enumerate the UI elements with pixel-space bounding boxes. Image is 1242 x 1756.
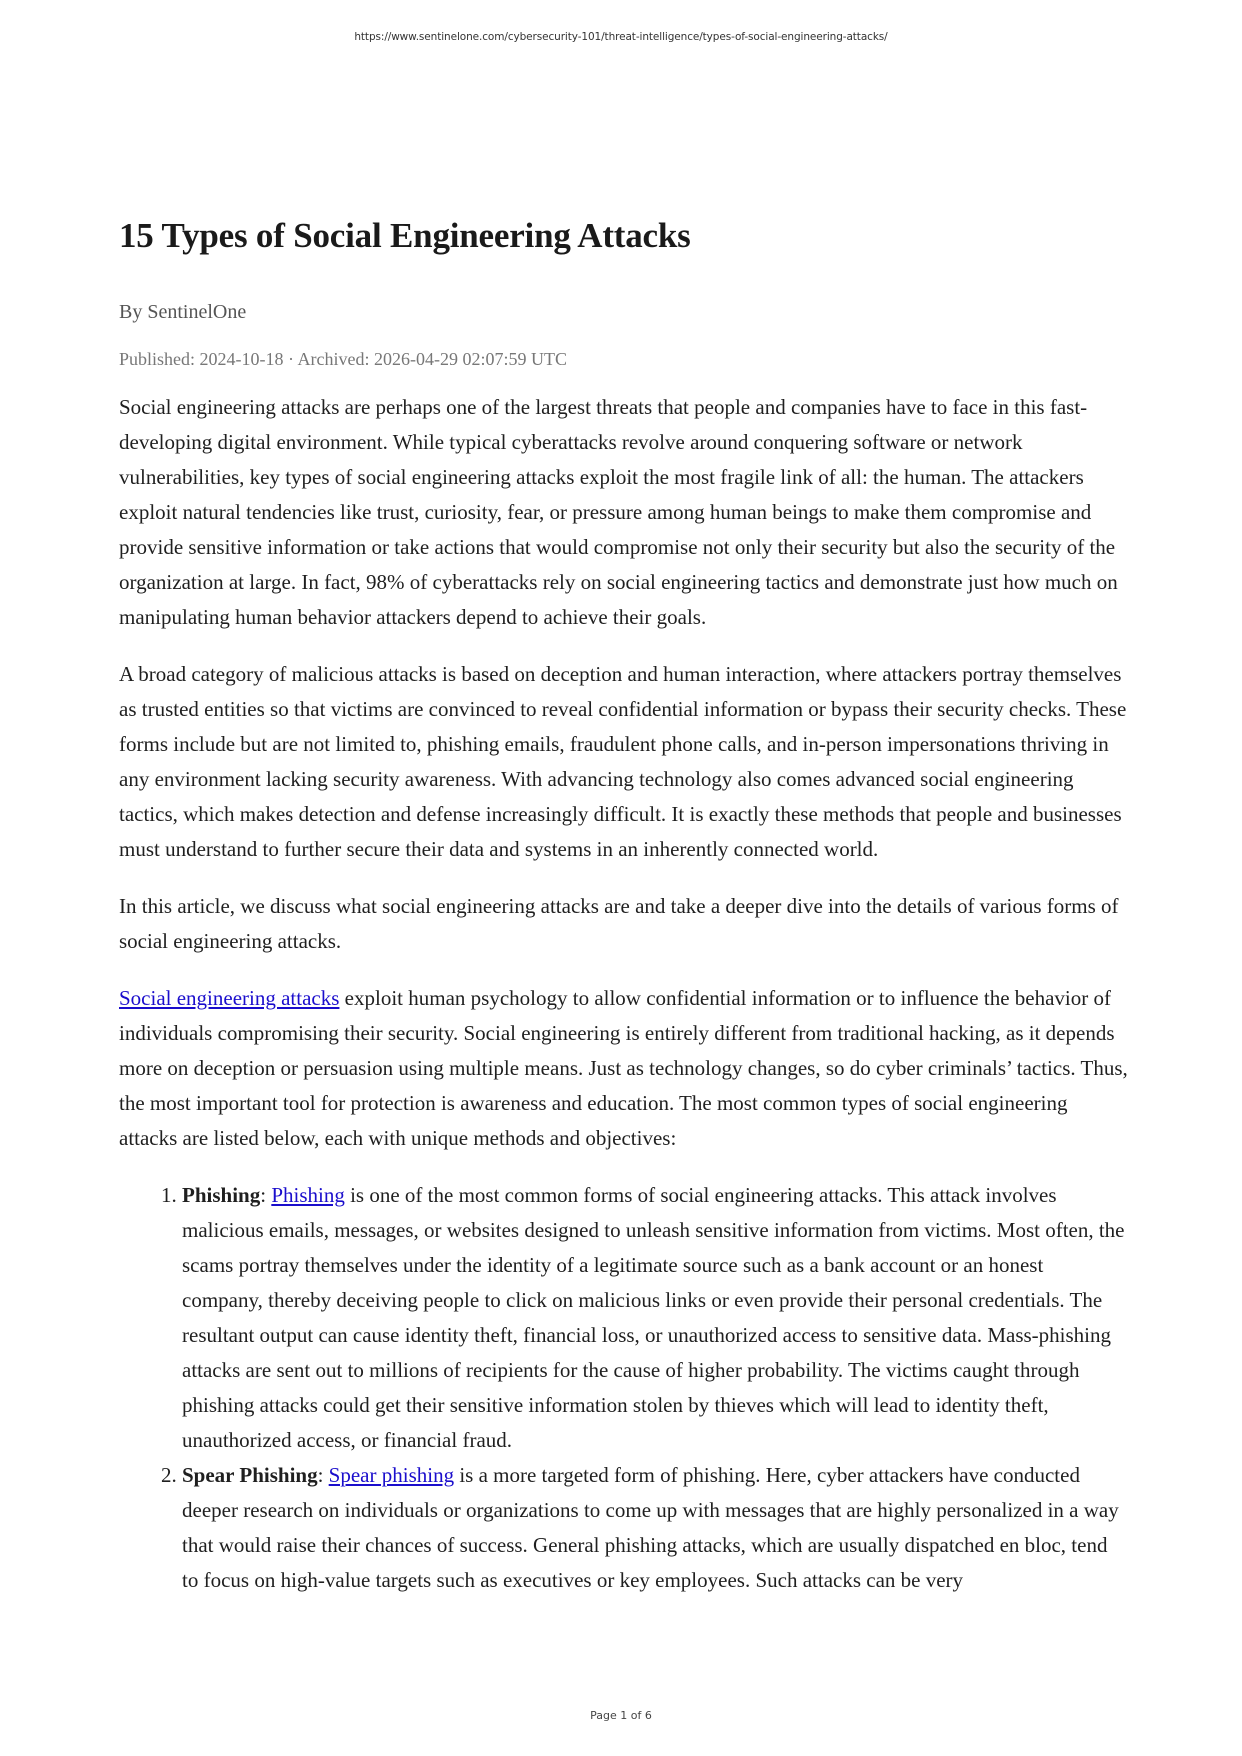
page-number: Page 1 of 6 <box>590 1709 652 1722</box>
attack-types-list <box>119 1178 1129 1598</box>
article-body <box>119 390 1129 1598</box>
article-byline: By SentinelOne <box>119 301 247 323</box>
list-item-term: Spear Phishing <box>182 1463 318 1487</box>
paragraph-definition-text: exploit human psychology to allow confidential information or to influence the behavior of individuals compromising their security. Social engineering is entirely different from traditional hacking, as it depends more on deception or persuasion using multiple means. Just as technology changes, so do cyber criminals’ tactics. Thus, the most important tool for protection is awareness and education. The most common types of social engineering attacks are listed below, each with unique methods and objectives: <box>119 986 1128 1150</box>
social-engineering-attacks-link[interactable]: Social engineering attacks <box>119 986 340 1010</box>
list-item-phishing <box>182 1178 1129 1458</box>
list-item-term: Phishing <box>182 1183 261 1207</box>
paragraph-intro-1: Social engineering attacks are perhaps one of the largest threats that people and companies have to face in this fast-developing digital environment. While typical cyberattacks revolve around conquering software or network vulnerabilities, key types of social engineering attacks exploit the most fragile link of all: the human. The attackers exploit natural tendencies like trust, curiosity, fear, or pressure among human beings to make them compromise and provide sensitive information or take actions that would compromise not only their security but also the security of the organization at large. In fact, 98% of cyberattacks rely on social engineering tactics and demonstrate just how much on manipulating human behavior attackers depend to achieve their goals. <box>119 395 1118 629</box>
article-title: 15 Types of Social Engineering Attacks <box>119 216 691 255</box>
article <box>119 212 1129 1598</box>
list-item-text: is a more targeted form of phishing. Here, cyber attackers have conducted deeper research on individuals or organizations to come up with messages that are highly personalized in a way that would raise their chances of success. General phishing attacks, which are usually dispatched en bloc, tend to focus on high-value targets such as executives or key employees. Such attacks can be very <box>182 1463 1119 1592</box>
list-item-text: is one of the most common forms of social engineering attacks. This attack involves malicious emails, messages, or websites designed to unleash sensitive information from victims. Most often, the scams portray themselves under the identity of a legitimate source such as a bank account or an honest company, thereby deceiving people to click on malicious links or even provide their personal credentials. The resultant output can cause identity theft, financial loss, or unauthorized access to sensitive data. Mass-phishing attacks are sent out to millions of recipients for the cause of higher probability. The victims caught through phishing attacks could get their sensitive information stolen by thieves which will lead to identity theft, unauthorized access, or financial fraud. <box>182 1183 1125 1452</box>
paragraph-intro-2: A broad category of malicious attacks is based on deception and human interaction, where attackers portray themselves as trusted entities so that victims are convinced to reveal confidential information or bypass their security checks. These forms include but are not limited to, phishing emails, fraudulent phone calls, and in-person impersonations thriving in any environment lacking security awareness. With advancing technology also comes advanced social engineering tactics, which makes detection and defense increasingly difficult. It is exactly these methods that people and businesses must understand to further secure their data and systems in an inherently connected world. <box>119 662 1127 861</box>
list-item-separator: : <box>317 1463 329 1487</box>
spear-phishing-link[interactable]: Spear phishing <box>328 1463 455 1487</box>
paragraph-definition <box>119 981 1129 1156</box>
list-item-spear-phishing <box>182 1458 1129 1598</box>
phishing-link[interactable]: Phishing <box>271 1183 345 1207</box>
paragraph-intro-3: In this article, we discuss what social engineering attacks are and take a deeper dive into the details of various forms of social engineering attacks. <box>119 894 1119 953</box>
list-item-separator: : <box>260 1183 272 1207</box>
article-meta-dates: Published: 2024-10-18 · Archived: 2026-04-29 02:07:59 UTC <box>119 349 567 369</box>
page-url-header: https://www.sentinelone.com/cybersecurity-101/threat-intelligence/types-of-social-engineering-attacks/ <box>354 31 888 43</box>
